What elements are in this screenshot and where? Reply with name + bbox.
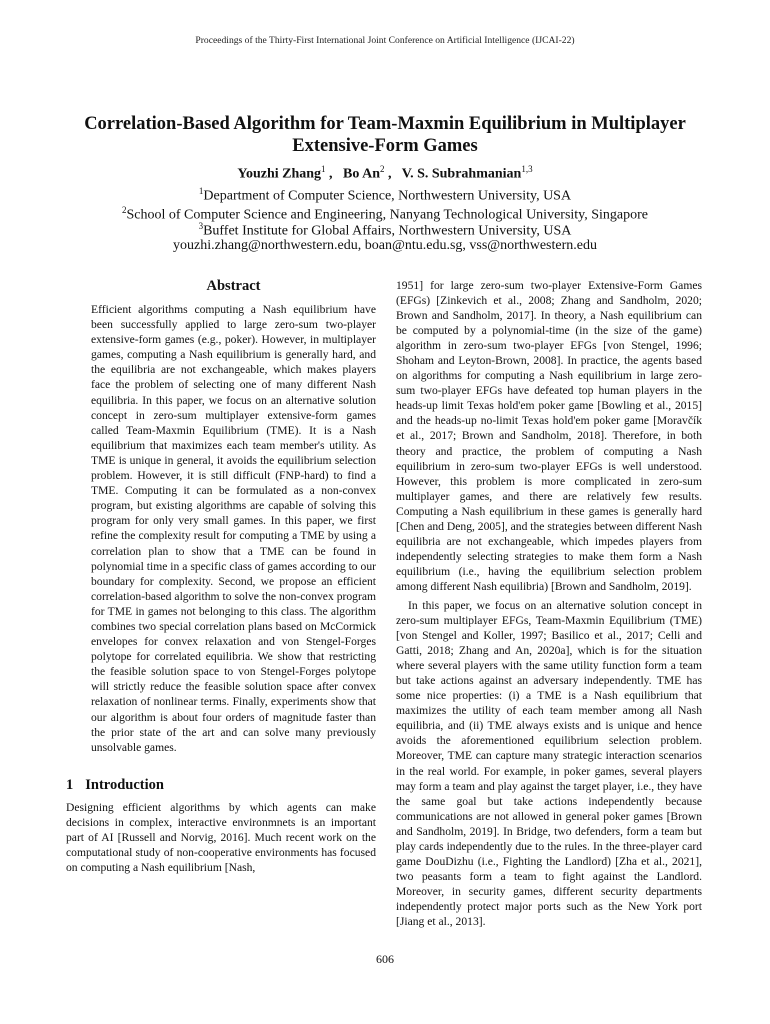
affiliation: $^1$Department of Computer Science, Northwestern University, USA (198, 186, 572, 204)
affiliation: $^3$Buffet Institute for Global Affairs, Northwestern University, USA (198, 221, 572, 239)
section-title: Introduction (85, 776, 164, 793)
title-line-2: Extensive-Form Games (292, 136, 478, 156)
affiliation: $^2$School of Computer Science and Engineering, Nanyang Technological University, Singapore (121, 205, 649, 223)
author-name: Youzhi Zhang (237, 166, 322, 182)
author-sup: 2 (380, 164, 385, 174)
author-name: V. S. Subrahmanian (401, 166, 522, 182)
intro-paragraph-1-part-1: Designing efficient algorithms by which agents can make decisions in complex, interactive environmnets is an important part of AI [Russell and Norvig, 2016]. Much recent work on the computational study of non-cooperative environments has focused on computing a Nash equilibrium [Nash, (66, 800, 376, 874)
abstract-text: Efficient algorithms computing a Nash equilibrium have been successfully applied to large zero-sum two-player extensive-form games (e.g., poker). However, in multiplayer games, computing a Nash equilibrium is generally hard, and the equilibria are not exchangeable, which makes players face the problem of selecting one of many different Nash equilibria. In this paper, we focus on an alternative solution concept in zero-sum multiplayer extensive-form games called Team-Maxmin Equilibrium (TME). It is a Nash equilibrium that maximizes each team member's utility. As TME is unique in general, it avoids the equilibrium selection problem. However, it is still difficult (FNP-hard) to find a TME. Computing it can be formulated as a non-convex program, but existing algorithms are capable of solving this program for only very small games. In this paper, we first refine the complexity result for computing a TME by using a correlation plan to show that a TME can be found in polynomial time in a specific class of games according to our boundary for complexity. Second, we propose an efficient correlation-based algorithm to solve the non-convex program for TME in games not belonging to this class. The algorithm combines two special correlation plans based on McCormick envelopes for convex relaxation and von Stengel-Forges polytope for correlated equilibria. We show that restricting the feasible solution space to von Stengel-Forges polytope will strictly reduce the feasible solution space after convex relaxation of nonlinear terms. Finally, experiments show that our algorithm is about four orders of magnitude faster than the prior state of the art and can solve many previously unsolvable games. (91, 303, 376, 754)
page-number: 606 (376, 952, 394, 966)
author-sup: 1,3 (521, 164, 533, 174)
author-name: Bo An (343, 166, 381, 182)
section-number: 1 (66, 776, 74, 793)
intro-paragraph-2: In this paper, we focus on an alternative solution concept in zero-sum multiplayer EFGs, Team-Maxmin Equilibrium (TME) [von Stengel and Koller, 1997; Basilico et al., 2017; Celli and Gatti, 2018; Zhang and An, 2020a], which is for the situation where several players with the same utility function form a team but take actions against an adversary independently. TME has some nice properties: (i) a TME is a Nash equilibrium that maximizes the utility of each team member among all Nash equilibria, and (ii) TME always exists and is unique and hence avoids the aforementioned equilibrium selection problem. Moreover, TME can capture many strategic interaction scenarios in the real world. For example, in poker games, several players may form a team and play against the target player, i.e., they have the same goal but take actions independently because communications are not allowed in general poker games [Brown and Sandholm, 2019]. In Bridge, two defenders, form a team but play cards independently due to the rules. In the three-player card game DouDizhu (i.e., Fighting the Landlord) [Zha et al., 2021], two peasants form a team to fight against the Landlord. Moreover, in security games, different security departments independently protect major ports such as the New York port [Jiang et al., 2013]. (396, 598, 702, 928)
right-column (396, 278, 702, 929)
left-column (66, 278, 376, 875)
paper-title (40, 113, 730, 157)
author-sup: 1 (321, 164, 326, 174)
intro-paragraph-1-part-2: 1951] for large zero-sum two-player Extensive-Form Games (EFGs) [Zinkevich et al., 2008; Zhang and Sandholm, 2020; Brown and Sandholm, 2017]. In theory, a Nash equilibrium can be computed by a polynomial-time (in the size of the game) algorithm in zero-sum two-player EFGs [von Stengel, 1996; Shoham and Leyton-Brown, 2008]. In practice, the agents based on algorithms for computing a Nash equilibrium in large zero-sum two-player EFGs have defeated top human players in the heads-up limit Texas hold'em poker game [Bowling et al., 2015] and the heads-up no-limit Texas hold'em poker game [Moravčík et al., 2017; Brown and Sandholm, 2018]. Therefore, in both theory and practice, the problem of computing a Nash equilibrium in zero-sum two-player EFGs is well understood. However, this problem is more complicated in zero-sum multiplayer games, and there are relatively few results. Computing a Nash equilibrium in these games is generally hard [Chen and Deng, 2005], and the strategies between different Nash equilibria are not exchangeable, which impedes players from independently selecting strategies to make them form a Nash equilibrium (i.e., having the equilibrium selection problem among different Nash equilibria) [Brown and Sandholm, 2019]. (396, 279, 702, 593)
email-list: youzhi.zhang@northwestern.edu, boan@ntu.edu.sg, vss@northwestern.edu (173, 238, 597, 253)
abstract-heading: Abstract (206, 278, 261, 294)
section-heading (66, 777, 376, 794)
title-line-1: Correlation-Based Algorithm for Team-Maxmin Equilibrium in Multiplayer (84, 114, 686, 134)
author-list: Youzhi Zhang$^1$ , Bo An$^2$ , V. S. Subrahmanian$^{1,3}$ (237, 164, 533, 182)
running-header: Proceedings of the Thirty-First International Joint Conference on Artificial Intelligence (IJCAI-22) (195, 35, 575, 46)
